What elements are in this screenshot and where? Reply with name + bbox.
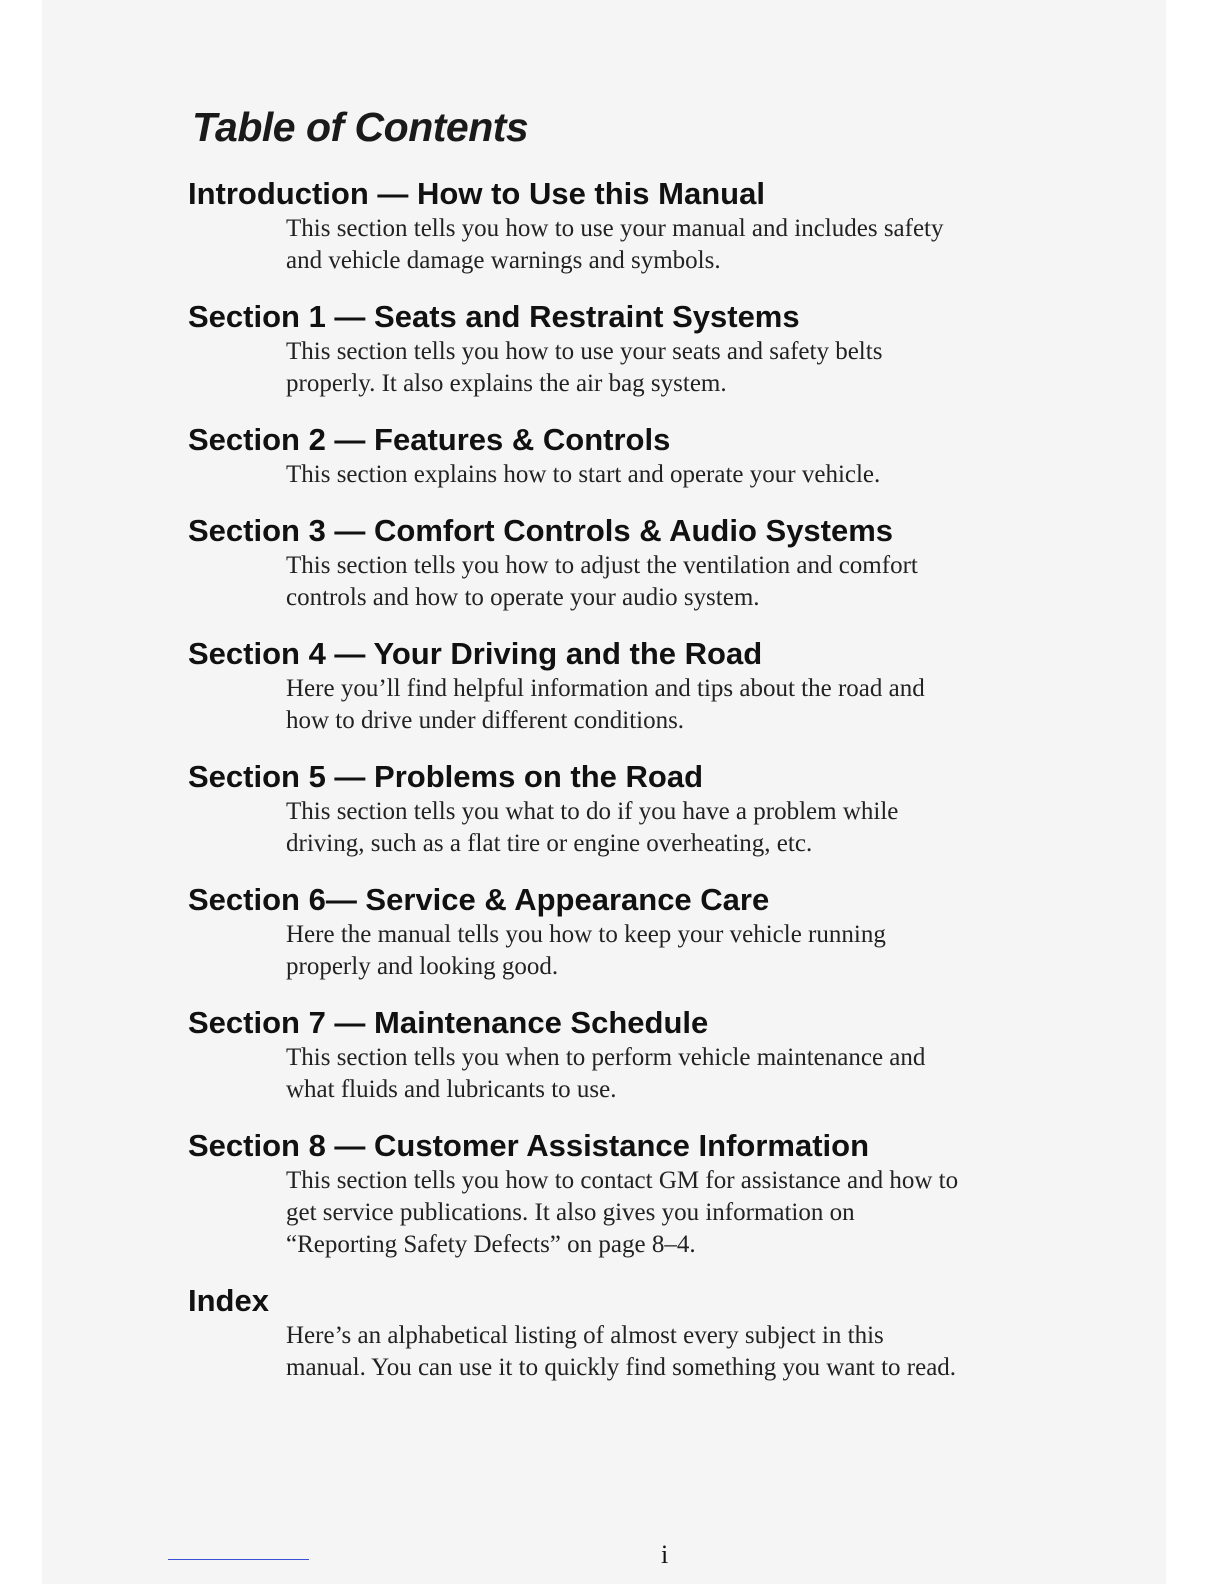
toc-heading: Section 6— Service & Appearance Care	[188, 882, 770, 917]
toc-entry-section-8	[188, 1127, 1088, 1261]
toc-description: Here the manual tells you how to keep your vehicle running properly and looking good.	[286, 921, 886, 980]
toc-entry-section-3	[188, 512, 1088, 614]
toc-heading: Introduction — How to Use this Manual	[188, 176, 765, 211]
toc-heading: Section 7 — Maintenance Schedule	[188, 1005, 709, 1040]
toc-heading: Section 5 — Problems on the Road	[188, 759, 704, 794]
toc-description: Here you’ll find helpful information and tips about the road and how to drive under different conditions.	[286, 675, 925, 734]
toc-heading: Index	[188, 1283, 269, 1318]
toc-heading: Section 3 — Comfort Controls & Audio Systems	[188, 513, 894, 548]
toc-description: This section tells you when to perform vehicle maintenance and what fluids and lubricants to use.	[286, 1044, 926, 1103]
toc-heading: Section 4 — Your Driving and the Road	[188, 636, 763, 671]
toc-entry-introduction	[188, 175, 1088, 277]
toc-entry-section-4	[188, 635, 1088, 737]
toc-description: This section tells you how to adjust the ventilation and comfort controls and how to operate your audio system.	[286, 552, 918, 611]
page-number: i	[661, 1540, 669, 1569]
toc-list	[188, 175, 1088, 1405]
toc-heading: Section 1 — Seats and Restraint Systems	[188, 299, 800, 334]
page-title: Table of Contents	[192, 104, 529, 150]
toc-entry-index	[188, 1282, 1088, 1384]
toc-description: This section explains how to start and operate your vehicle.	[286, 461, 881, 488]
toc-heading: Section 2 — Features & Controls	[188, 422, 671, 457]
toc-description: Here’s an alphabetical listing of almost every subject in this manual. You can use it to quickly find something you want to read.	[286, 1322, 957, 1381]
toc-entry-section-2	[188, 421, 1088, 491]
document-page	[42, 0, 1166, 1584]
toc-description: This section tells you how to use your manual and includes safety and vehicle damage warnings and symbols.	[286, 215, 944, 274]
toc-description: This section tells you how to contact GM for assistance and how to get service publications. It also gives you information on “Reporting Safety Defects” on page 8–4.	[286, 1167, 959, 1258]
toc-heading: Section 8 — Customer Assistance Information	[188, 1128, 870, 1163]
toc-description: This section tells you what to do if you have a problem while driving, such as a flat tire or engine overheating, etc.	[286, 798, 899, 857]
toc-entry-section-6	[188, 881, 1088, 983]
footer-rule	[168, 1559, 309, 1560]
toc-entry-section-5	[188, 758, 1088, 860]
toc-entry-section-1	[188, 298, 1088, 400]
toc-entry-section-7	[188, 1004, 1088, 1106]
toc-description: This section tells you how to use your seats and safety belts properly. It also explains the air bag system.	[286, 338, 883, 397]
